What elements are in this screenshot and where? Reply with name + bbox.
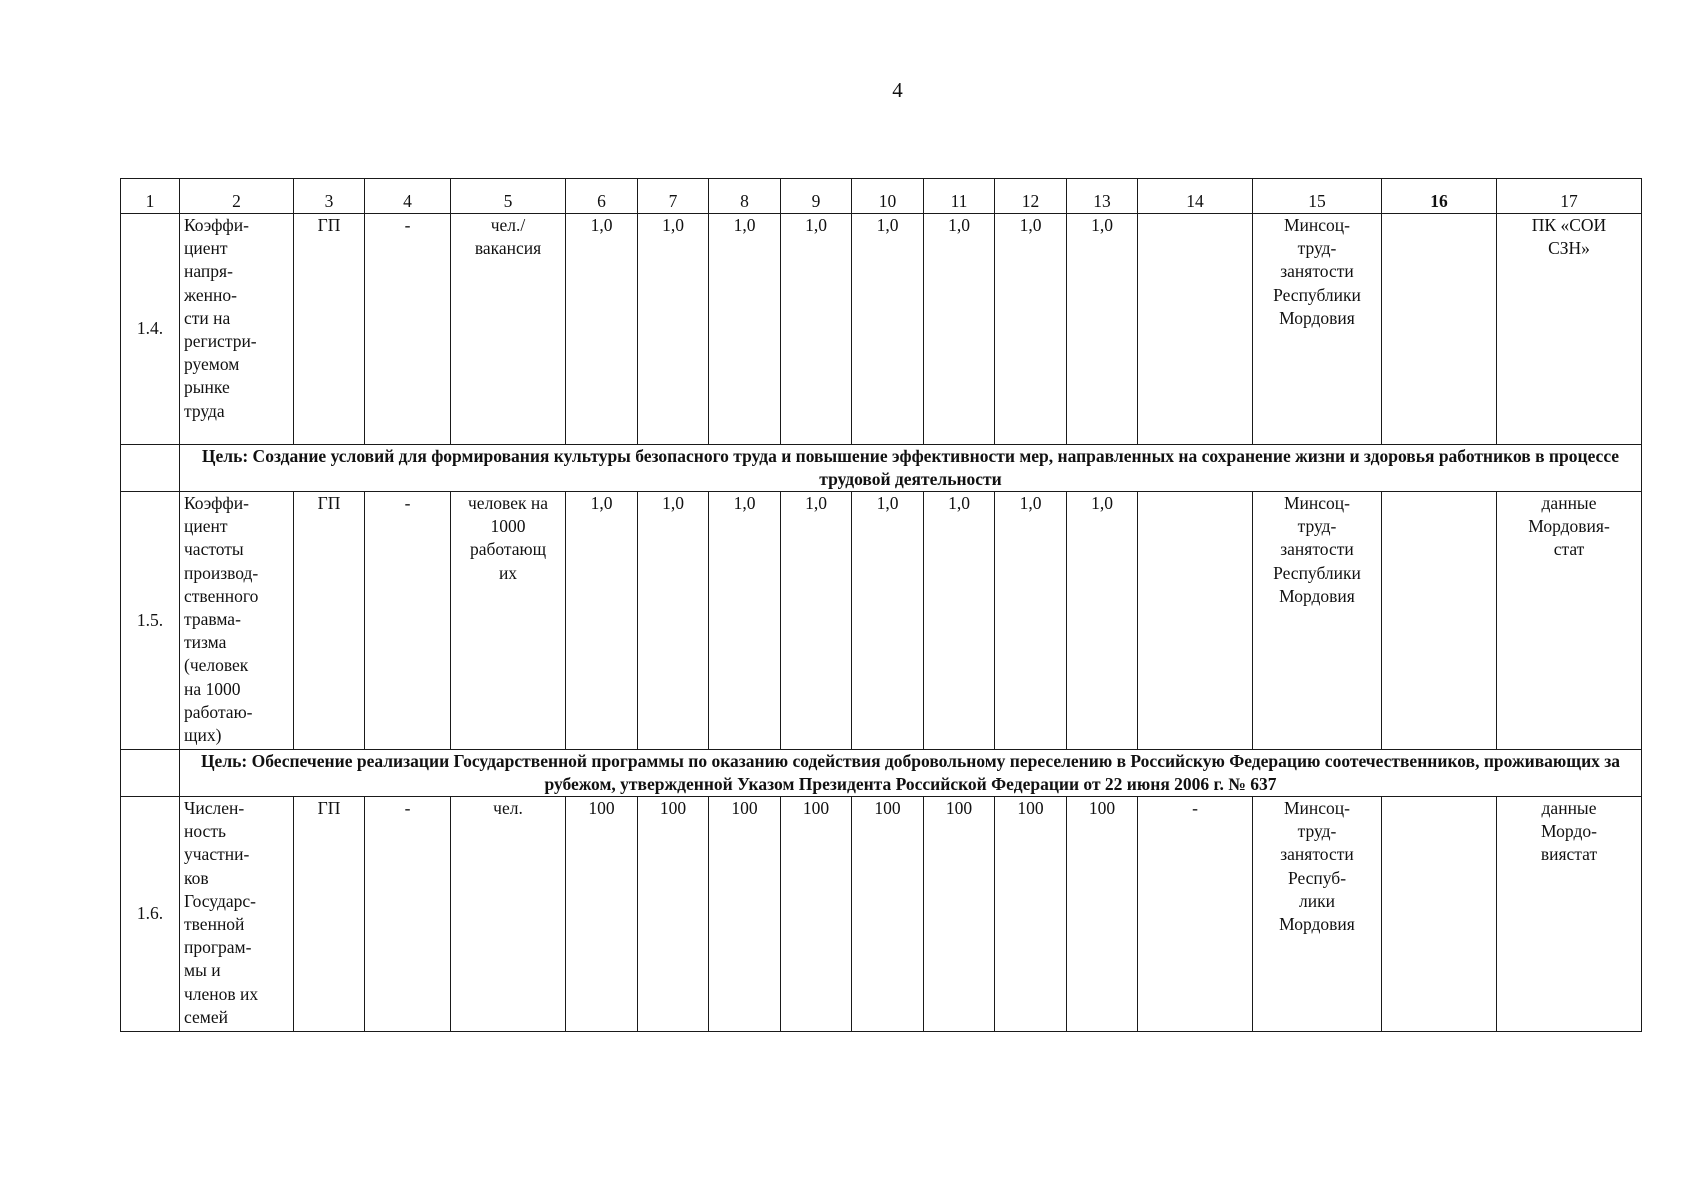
goal-row xyxy=(121,445,1642,492)
responsible-executor: Минсоц- труд- занятости Республики Мордовия xyxy=(1253,492,1382,750)
header-cell: 3 xyxy=(294,179,365,214)
year-value: 1,0 xyxy=(709,214,781,445)
col-4-value: - xyxy=(365,214,451,445)
year-value: 1,0 xyxy=(638,492,709,750)
year-value: 1,0 xyxy=(995,214,1067,445)
table-row-1-6 xyxy=(121,797,1642,1032)
year-value: 1,0 xyxy=(995,492,1067,750)
year-value: 100 xyxy=(709,797,781,1032)
unit-of-measure: чел./ вакансия xyxy=(451,214,566,445)
responsible-executor: Минсоц- труд- занятости Респуб- лики Мордовия xyxy=(1253,797,1382,1032)
header-cell: 8 xyxy=(709,179,781,214)
header-cell: 10 xyxy=(852,179,924,214)
page-number: 4 xyxy=(892,78,903,102)
header-cell: 16 xyxy=(1382,179,1497,214)
indicator-name: Коэффи- циент напря- женно- сти на регистри- руемом рынке труда xyxy=(180,214,294,445)
col-4-value: - xyxy=(365,492,451,750)
year-value: 1,0 xyxy=(852,214,924,445)
year-value: 100 xyxy=(995,797,1067,1032)
col-16-value xyxy=(1382,797,1497,1032)
header-cell: 5 xyxy=(451,179,566,214)
indicator-name: Числен- ность участни- ков Государс- твенной програм- мы и членов их семей xyxy=(180,797,294,1032)
data-source: данные Мордовия- стат xyxy=(1497,492,1642,750)
year-value: 100 xyxy=(638,797,709,1032)
year-value: 1,0 xyxy=(566,492,638,750)
indicators-table xyxy=(120,178,1642,1032)
year-value: 1,0 xyxy=(566,214,638,445)
year-value: 1,0 xyxy=(709,492,781,750)
col-4-value: - xyxy=(365,797,451,1032)
header-cell: 14 xyxy=(1138,179,1253,214)
header-cell: 6 xyxy=(566,179,638,214)
year-value: 100 xyxy=(1067,797,1138,1032)
col-16-value xyxy=(1382,214,1497,445)
year-value: 1,0 xyxy=(1067,492,1138,750)
program-type: ГП xyxy=(294,492,365,750)
col-14-value xyxy=(1138,214,1253,445)
header-cell: 7 xyxy=(638,179,709,214)
table-row-1-4 xyxy=(121,214,1642,445)
col-14-value: - xyxy=(1138,797,1253,1032)
year-value: 1,0 xyxy=(924,214,995,445)
year-value: 100 xyxy=(781,797,852,1032)
data-source: данные Мордо- виястат xyxy=(1497,797,1642,1032)
goal-text: Цель: Создание условий для формирования культуры безопасного труда и повышение эффективности мер, направленных на сохранение жизни и здоровья работников в процессе трудовой деятельности xyxy=(180,445,1642,492)
year-value: 1,0 xyxy=(638,214,709,445)
header-cell: 2 xyxy=(180,179,294,214)
goal-row-spacer xyxy=(121,750,180,797)
unit-of-measure: человек на 1000 работающ их xyxy=(451,492,566,750)
header-cell: 12 xyxy=(995,179,1067,214)
header-cell: 9 xyxy=(781,179,852,214)
program-type: ГП xyxy=(294,797,365,1032)
row-number: 1.5. xyxy=(121,492,180,750)
col-14-value xyxy=(1138,492,1253,750)
year-value: 100 xyxy=(566,797,638,1032)
header-cell: 4 xyxy=(365,179,451,214)
data-source: ПК «СОИ СЗН» xyxy=(1497,214,1642,445)
table-row-1-5 xyxy=(121,492,1642,750)
goal-row xyxy=(121,750,1642,797)
col-16-value xyxy=(1382,492,1497,750)
year-value: 1,0 xyxy=(781,214,852,445)
year-value: 1,0 xyxy=(1067,214,1138,445)
goal-text: Цель: Обеспечение реализации Государственной программы по оказанию содействия добровольному переселению в Российскую Федерацию соотечественников, проживающих за рубежом, утвержденной Указом Президента Российской Федерации от 22 июня 2006 г. № 637 xyxy=(180,750,1642,797)
header-cell: 17 xyxy=(1497,179,1642,214)
unit-of-measure: чел. xyxy=(451,797,566,1032)
header-cell: 13 xyxy=(1067,179,1138,214)
year-value: 1,0 xyxy=(924,492,995,750)
header-row xyxy=(121,179,1642,214)
row-number: 1.4. xyxy=(121,214,180,445)
year-value: 100 xyxy=(924,797,995,1032)
row-number: 1.6. xyxy=(121,797,180,1032)
year-value: 100 xyxy=(852,797,924,1032)
year-value: 1,0 xyxy=(781,492,852,750)
goal-row-spacer xyxy=(121,445,180,492)
header-cell: 11 xyxy=(924,179,995,214)
header-cell: 1 xyxy=(121,179,180,214)
year-value: 1,0 xyxy=(852,492,924,750)
program-type: ГП xyxy=(294,214,365,445)
responsible-executor: Минсоц- труд- занятости Республики Мордовия xyxy=(1253,214,1382,445)
header-cell: 15 xyxy=(1253,179,1382,214)
indicator-name: Коэффи- циент частоты производ- ственного травма- тизма (человек на 1000 работаю- щих) xyxy=(180,492,294,750)
